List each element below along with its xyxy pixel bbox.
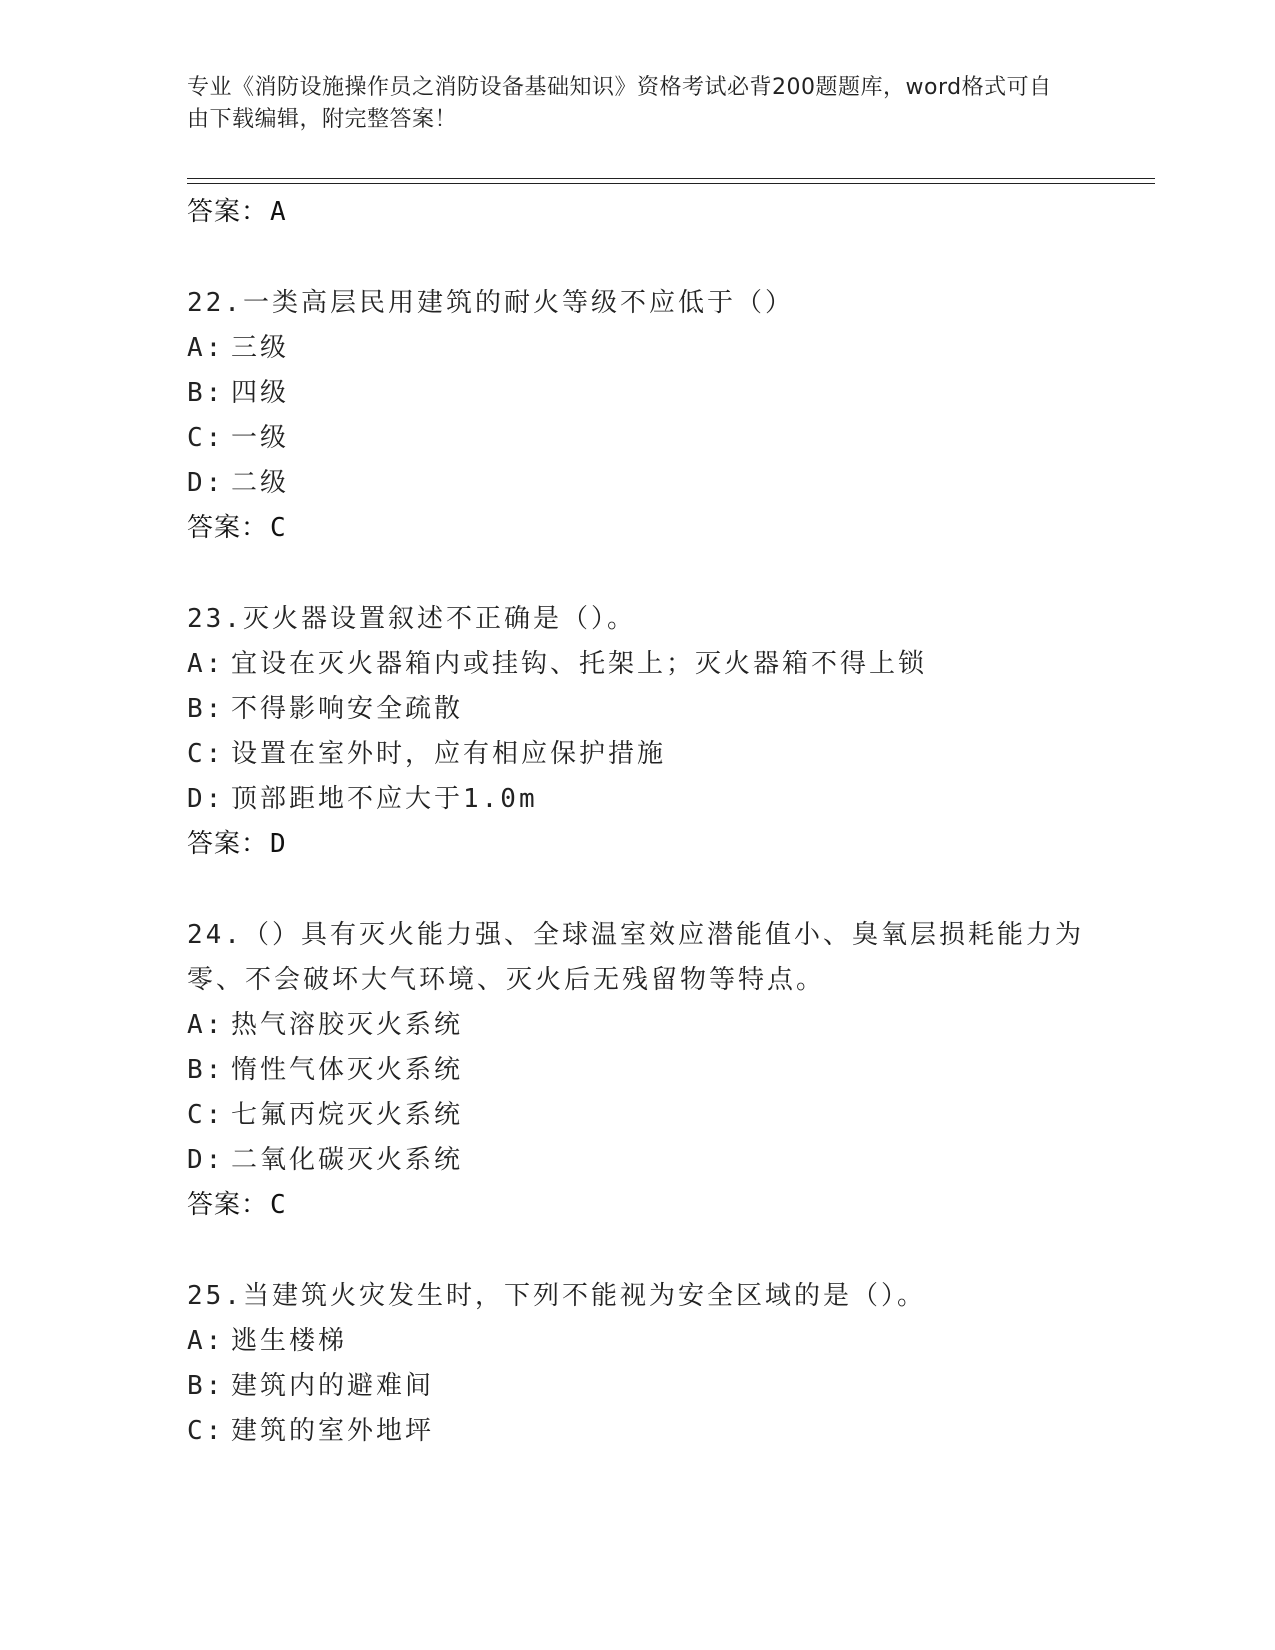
option-row: [187, 371, 1117, 416]
option-text: 不得影响安全疏散: [231, 694, 464, 724]
option-row: [187, 461, 1117, 506]
option-row: [187, 1409, 1117, 1454]
option-row: [187, 1319, 1117, 1364]
option-key: A:: [187, 333, 225, 363]
document-header: 专业《消防设施操作员之消防设备基础知识》资格考试必背200题题库，word格式可自由下载编辑，附完整答案！: [187, 75, 1052, 132]
answer-line: [187, 1183, 1117, 1228]
option-key: D:: [187, 784, 225, 814]
question-text: 25.当建筑火灾发生时，下列不能视为安全区域的是（）。: [187, 1281, 926, 1311]
question-text: 22.一类高层民用建筑的耐火等级不应低于（）: [187, 288, 794, 318]
question-block: [187, 1274, 1117, 1454]
option-key: C:: [187, 423, 225, 453]
option-text: 顶部距地不应大于1.0m: [231, 784, 538, 814]
option-text: 热气溶胶灭火系统: [231, 1010, 464, 1040]
option-key: B:: [187, 1371, 225, 1401]
option-row: [187, 1364, 1117, 1409]
option-row: [187, 777, 1117, 822]
option-row: [187, 732, 1117, 777]
option-row: [187, 1003, 1117, 1048]
option-row: [187, 1048, 1117, 1093]
answer-label: 答案：: [187, 513, 269, 543]
answer-line: [187, 506, 1117, 551]
option-text: 宜设在灭火器箱内或挂钩、托架上；灭火器箱不得上锁: [231, 649, 928, 679]
option-text: 惰性气体灭火系统: [231, 1055, 464, 1085]
option-text: 四级: [231, 378, 290, 408]
option-row: [187, 687, 1117, 732]
option-row: [187, 1138, 1117, 1183]
header-rule-bottom: [187, 183, 1155, 184]
option-key: B:: [187, 378, 225, 408]
option-text: 建筑内的避难间: [231, 1371, 435, 1401]
question-block: [187, 281, 1117, 551]
answer-value: C: [270, 513, 286, 543]
question-block: [187, 597, 1117, 867]
option-key: D:: [187, 468, 225, 498]
questions: [187, 281, 1117, 1454]
question-block: [187, 913, 1117, 1228]
option-key: A:: [187, 649, 225, 679]
option-text: 七氟丙烷灭火系统: [231, 1100, 464, 1130]
option-key: B:: [187, 1055, 225, 1085]
option-key: A:: [187, 1326, 225, 1356]
option-key: C:: [187, 739, 225, 769]
answer-value: D: [270, 829, 286, 859]
option-key: C:: [187, 1416, 225, 1446]
answer-line: [187, 822, 1117, 867]
option-text: 二级: [231, 468, 290, 498]
answer-label: 答案：: [187, 829, 269, 859]
answer-value: A: [270, 197, 286, 227]
option-text: 逃生楼梯: [231, 1326, 348, 1356]
question-text: 23.灭火器设置叙述不正确是（）。: [187, 604, 636, 634]
option-text: 建筑的室外地坪: [231, 1416, 435, 1446]
option-row: [187, 642, 1117, 687]
option-key: D:: [187, 1145, 225, 1175]
answer-label: 答案：: [187, 1190, 269, 1220]
option-row: [187, 326, 1117, 371]
option-row: [187, 1093, 1117, 1138]
option-row: [187, 416, 1117, 461]
option-key: C:: [187, 1100, 225, 1130]
question-text: 24.（）具有灭火能力强、全球温室效应潜能值小、臭氧层损耗能力为零、不会破坏大气环境、灭火后无残留物等特点。: [187, 920, 1084, 995]
option-key: B:: [187, 694, 225, 724]
question-list: [187, 190, 1117, 1454]
option-key: A:: [187, 1010, 225, 1040]
option-text: 三级: [231, 333, 290, 363]
option-text: 一级: [231, 423, 290, 453]
answer-label: 答案：: [187, 197, 269, 227]
header-rule-top: [187, 178, 1155, 179]
answer-line: [187, 190, 1117, 235]
option-text: 二氧化碳灭火系统: [231, 1145, 464, 1175]
option-text: 设置在室外时，应有相应保护措施: [231, 739, 667, 769]
answer-value: C: [270, 1190, 286, 1220]
